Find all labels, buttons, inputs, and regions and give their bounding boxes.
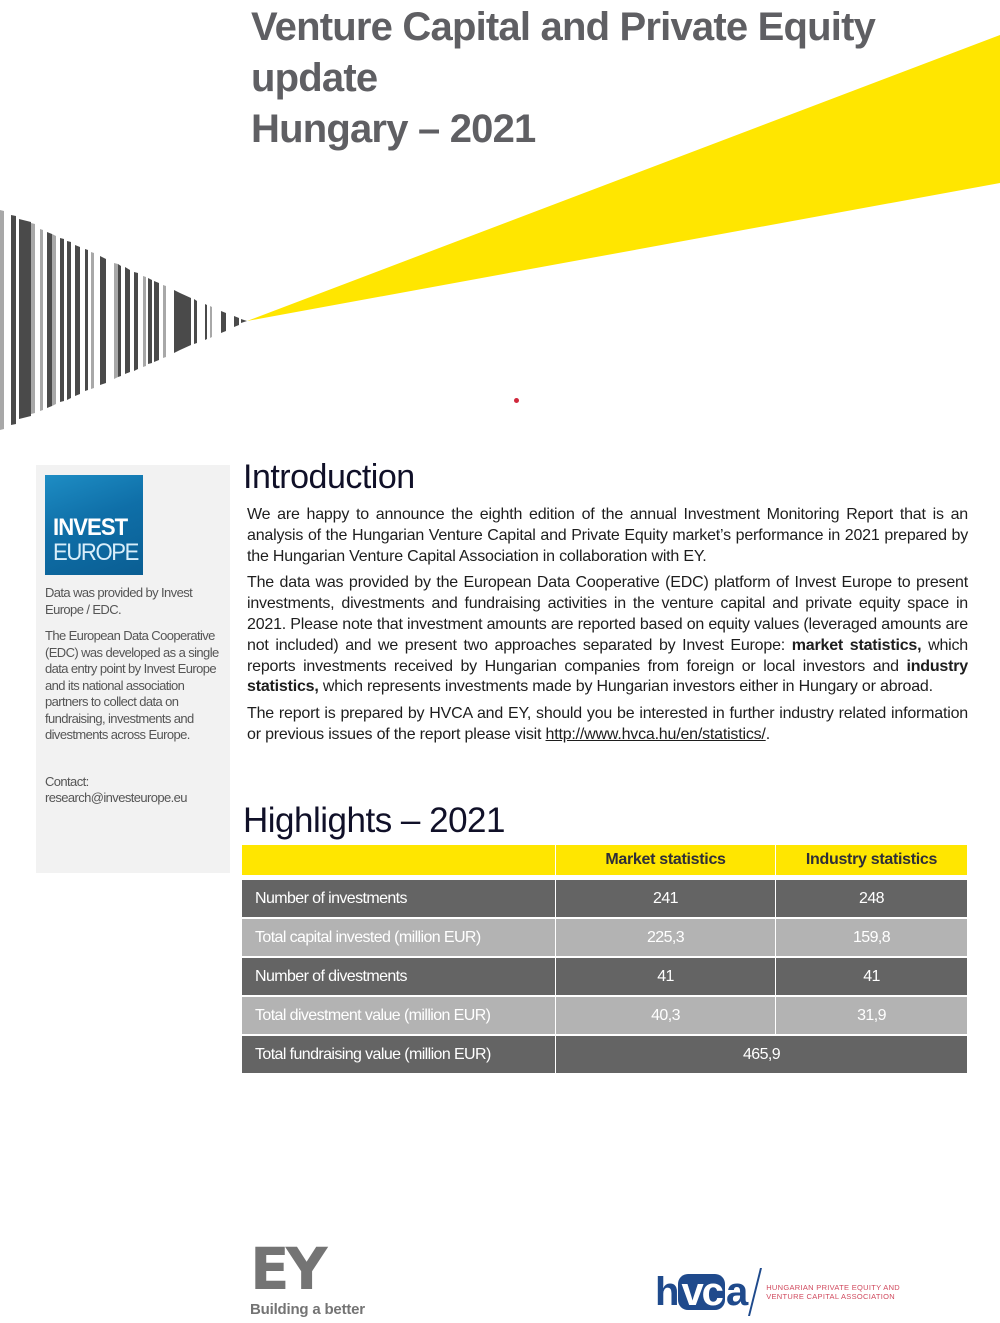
intro-paragraph-2 (247, 573, 968, 698)
hvca-logo (655, 1268, 900, 1316)
hvca-name-line1: HUNGARIAN PRIVATE EQUITY AND (766, 1283, 901, 1292)
table-row (242, 958, 967, 995)
row-label: Total capital invested (million EUR) (242, 919, 555, 956)
title-line-2: update (251, 56, 378, 100)
row-label: Number of divestments (242, 958, 555, 995)
ey-tagline: Building a better (250, 1301, 365, 1318)
row-label: Total divestment value (million EUR) (242, 997, 555, 1034)
intro-paragraph-3 (247, 704, 968, 746)
contact-email[interactable]: research@investeurope.eu (45, 790, 187, 805)
header-cell-empty (242, 845, 555, 875)
hvca-wordmark (655, 1272, 746, 1312)
row-label: Number of investments (242, 880, 555, 917)
industry-value: 248 (776, 880, 967, 917)
market-value: 241 (556, 880, 775, 917)
hvca-letter-a: a (725, 1270, 747, 1314)
hvca-name-line2: VENTURE CAPITAL ASSOCIATION (766, 1292, 896, 1301)
intro-p2-text-a: The data was provided by the European Data Cooperative (EDC) platform of Invest Europe to present investments, divestments and fundraising activities in the venture capital and private equity space in 2021. Please note that investment amounts are reported based on equity values (leveraged amounts are not included) and we present two approaches separated by Invest Europe: (247, 574, 968, 654)
market-value: 41 (556, 958, 775, 995)
hvca-letters-vc: vc (678, 1274, 725, 1310)
hvca-slash-divider (748, 1268, 762, 1316)
table-row (242, 919, 967, 956)
market-value: 40,3 (556, 997, 775, 1034)
header-market-statistics: Market statistics (556, 845, 775, 875)
hvca-full-name (766, 1283, 900, 1301)
fundraising-value: 465,9 (556, 1036, 967, 1073)
row-label: Total fundraising value (million EUR) (242, 1036, 555, 1073)
data-provided-note: Data was provided by Invest Europe / EDC. (45, 585, 193, 617)
intro-p2-text-b: which reports investments received by Hungarian companies from foreign or local investors and (247, 636, 969, 675)
contact-block (45, 774, 221, 807)
ey-logo (250, 1235, 365, 1318)
introduction-section (242, 455, 968, 752)
industry-value: 31,9 (776, 997, 967, 1034)
document-title (251, 2, 875, 155)
industry-value: 41 (776, 958, 967, 995)
industry-statistics-term: industry statistics, (247, 657, 968, 696)
edc-description: The European Data Cooperative (EDC) was developed as a single data entry point by Invest Europe and its national association partners to collect data on fundraising, investments and divestments across Europe. (45, 628, 219, 742)
intro-p2-text-c: which represents investments made by Hungarian investors either in Hungary or abroad. (318, 678, 933, 696)
invest-europe-logo-line2: EUROPE (53, 539, 138, 566)
barcode-fan (0, 210, 247, 430)
industry-value: 159,8 (776, 919, 967, 956)
highlights-table (242, 845, 967, 1075)
table-header-row (242, 845, 967, 875)
contact-label: Contact: (45, 773, 89, 789)
table-row (242, 880, 967, 917)
hvca-letter-h: h (655, 1270, 678, 1314)
invest-europe-sidebar (36, 465, 230, 873)
market-value: 225,3 (556, 919, 775, 956)
intro-p3-end: . (765, 725, 770, 743)
highlights-heading: Highlights – 2021 (243, 801, 505, 840)
table-row (242, 997, 967, 1034)
market-statistics-term: market statistics, (791, 636, 922, 654)
header-industry-statistics: Industry statistics (776, 845, 967, 875)
ey-wordmark: EY (250, 1235, 324, 1303)
title-line-3: Hungary – 2021 (251, 107, 536, 151)
red-dot-marker (514, 398, 519, 403)
intro-paragraph-1: We are happy to announce the eighth edition of the annual Investment Monitoring Report that is an analysis of the Hungarian Venture Capital and Private Equity market’s performance in 2021 prepared by the Hungarian Venture Capital Association in collaboration with EY. (247, 506, 968, 565)
introduction-heading: Introduction (243, 458, 415, 496)
invest-europe-logo-line1: INVEST (53, 514, 128, 541)
intro-p3-text: The report is prepared by HVCA and EY, should you be interested in further industry related information or previous issues of the report please visit (247, 705, 968, 743)
hvca-statistics-link[interactable]: http://www.hvca.hu/en/statistics/ (545, 725, 766, 743)
invest-europe-logo (45, 475, 143, 575)
fundraising-row (242, 1036, 967, 1073)
title-line-1: Venture Capital and Private Equity (251, 5, 876, 49)
